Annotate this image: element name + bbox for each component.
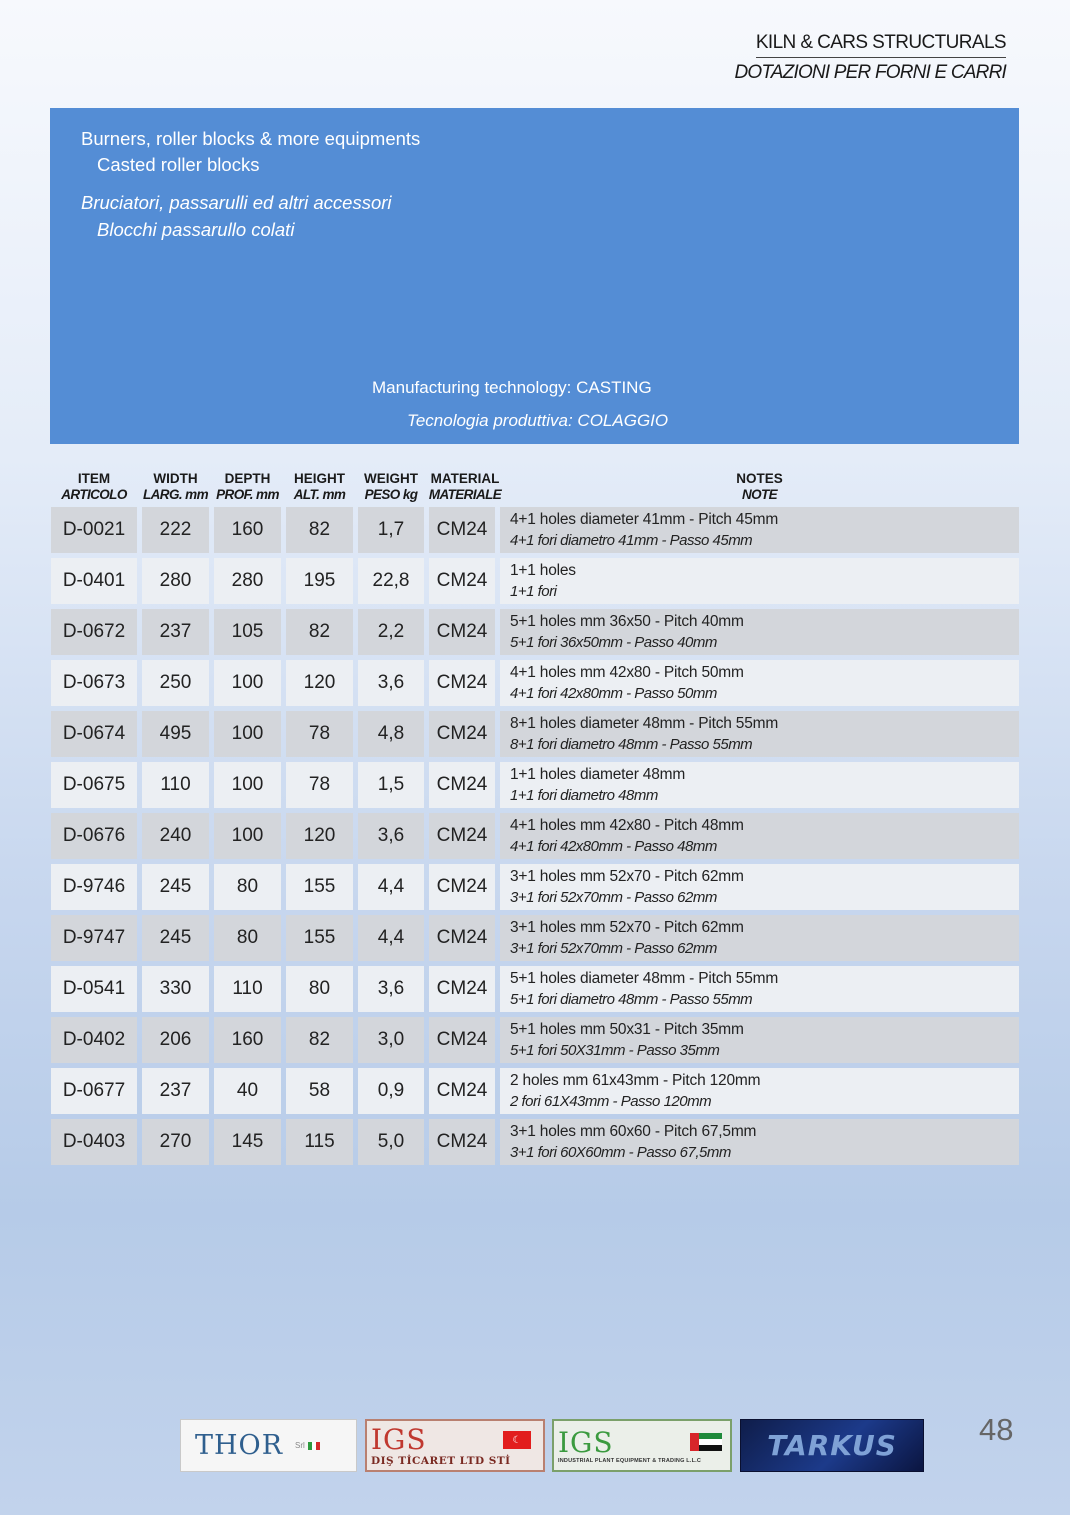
note-it: 5+1 fori 50X31mm - Passo 35mm [510, 1042, 720, 1059]
note-en: 4+1 holes mm 42x80 - Pitch 50mm [510, 664, 744, 681]
material-value: CM24 [429, 864, 495, 910]
height-value: 78 [286, 711, 353, 757]
height-value: 155 [286, 864, 353, 910]
note-it: 4+1 fori diametro 41mm - Passo 45mm [510, 532, 753, 549]
note-it: 4+1 fori 42x80mm - Passo 48mm [510, 838, 717, 855]
material-value: CM24 [429, 813, 495, 859]
material-value: CM24 [429, 711, 495, 757]
table-header [51, 471, 1019, 507]
weight-value: 4,4 [358, 864, 424, 910]
notes-cell [500, 558, 1019, 604]
notes-cell [500, 762, 1019, 808]
depth-value: 100 [214, 813, 281, 859]
table-row [51, 1119, 1019, 1170]
banner-category-en: Burners, roller blocks & more equipments [81, 128, 421, 149]
weight-value: 3,6 [358, 966, 424, 1012]
item-code: D-0403 [51, 1119, 137, 1165]
note-en: 8+1 holes diameter 48mm - Pitch 55mm [510, 715, 779, 732]
item-code: D-9747 [51, 915, 137, 961]
note-it: 5+1 fori 36x50mm - Passo 40mm [510, 634, 717, 651]
weight-value: 22,8 [358, 558, 424, 604]
item-code: D-0677 [51, 1068, 137, 1114]
note-en: 5+1 holes mm 36x50 - Pitch 40mm [510, 613, 744, 630]
weight-value: 5,0 [358, 1119, 424, 1165]
note-en: 2 holes mm 61x43mm - Pitch 120mm [510, 1072, 761, 1089]
table-row [51, 915, 1019, 966]
note-it: 8+1 fori diametro 48mm - Passo 55mm [510, 736, 753, 753]
height-value: 115 [286, 1119, 353, 1165]
uae-flag-icon [690, 1433, 722, 1451]
product-table [51, 507, 1019, 1170]
width-value: 240 [142, 813, 209, 859]
weight-value: 1,5 [358, 762, 424, 808]
width-value: 495 [142, 711, 209, 757]
weight-value: 4,8 [358, 711, 424, 757]
height-value: 78 [286, 762, 353, 808]
note-en: 1+1 holes [510, 562, 576, 579]
table-row [51, 864, 1019, 915]
height-value: 82 [286, 609, 353, 655]
notes-cell [500, 915, 1019, 961]
item-code: D-0402 [51, 1017, 137, 1063]
table-row [51, 558, 1019, 609]
depth-value: 100 [214, 660, 281, 706]
depth-value: 80 [214, 915, 281, 961]
weight-value: 2,2 [358, 609, 424, 655]
item-code: D-9746 [51, 864, 137, 910]
column-header-height: HEIGHT ALT. mm [293, 471, 346, 502]
item-code: D-0541 [51, 966, 137, 1012]
width-value: 206 [142, 1017, 209, 1063]
note-it: 1+1 fori diametro 48mm [510, 787, 658, 804]
height-value: 120 [286, 813, 353, 859]
width-value: 237 [142, 1068, 209, 1114]
note-it: 2 fori 61X43mm - Passo 120mm [510, 1093, 712, 1110]
column-header-width: WIDTH LARG. mm [143, 471, 208, 502]
weight-value: 1,7 [358, 507, 424, 553]
table-row [51, 660, 1019, 711]
banner-category-it: Bruciatori, passarulli ed altri accessori [81, 192, 392, 213]
item-code: D-0676 [51, 813, 137, 859]
table-row [51, 1068, 1019, 1119]
item-code: D-0675 [51, 762, 137, 808]
note-en: 4+1 holes mm 42x80 - Pitch 48mm [510, 817, 744, 834]
height-value: 80 [286, 966, 353, 1012]
table-row [51, 609, 1019, 660]
width-value: 250 [142, 660, 209, 706]
column-header-material: MATERIAL MATERIALE [428, 471, 502, 502]
note-it: 3+1 fori 60X60mm - Passo 67,5mm [510, 1144, 731, 1161]
note-it: 5+1 fori diametro 48mm - Passo 55mm [510, 991, 753, 1008]
width-value: 330 [142, 966, 209, 1012]
material-value: CM24 [429, 1017, 495, 1063]
width-value: 280 [142, 558, 209, 604]
banner-subcategory-en: Casted roller blocks [97, 154, 260, 175]
material-value: CM24 [429, 1068, 495, 1114]
page-number: 48 [979, 1412, 1014, 1447]
note-it: 4+1 fori 42x80mm - Passo 50mm [510, 685, 717, 702]
notes-cell [500, 660, 1019, 706]
weight-value: 3,6 [358, 660, 424, 706]
height-value: 82 [286, 507, 353, 553]
depth-value: 80 [214, 864, 281, 910]
column-header-weight: WEIGHT PESO kg [364, 471, 418, 502]
item-code: D-0674 [51, 711, 137, 757]
thor-logo: THOR Srl [180, 1419, 357, 1472]
note-it: 3+1 fori 52x70mm - Passo 62mm [510, 940, 717, 957]
depth-value: 100 [214, 711, 281, 757]
banner-technology-en: Manufacturing technology: CASTING [372, 378, 652, 397]
tarkus-logo: TARKUS [740, 1419, 924, 1472]
material-value: CM24 [429, 507, 495, 553]
width-value: 222 [142, 507, 209, 553]
weight-value: 0,9 [358, 1068, 424, 1114]
depth-value: 160 [214, 1017, 281, 1063]
notes-cell [500, 1119, 1019, 1165]
note-it: 3+1 fori 52x70mm - Passo 62mm [510, 889, 717, 906]
notes-cell [500, 966, 1019, 1012]
item-code: D-0401 [51, 558, 137, 604]
table-row [51, 762, 1019, 813]
banner-technology-it: Tecnologia produttiva: COLAGGIO [407, 411, 669, 430]
material-value: CM24 [429, 609, 495, 655]
height-value: 120 [286, 660, 353, 706]
notes-cell [500, 609, 1019, 655]
depth-value: 105 [214, 609, 281, 655]
table-row [51, 507, 1019, 558]
height-value: 155 [286, 915, 353, 961]
section-title: KILN & CARS STRUCTURALS [756, 32, 1006, 58]
material-value: CM24 [429, 915, 495, 961]
table-row [51, 966, 1019, 1017]
note-it: 1+1 fori [510, 583, 557, 600]
column-header-notes: NOTES NOTE [736, 471, 783, 502]
table-row [51, 711, 1019, 762]
item-code: D-0673 [51, 660, 137, 706]
notes-cell [500, 1068, 1019, 1114]
igs-uae-logo: IGS INDUSTRIAL PLANT EQUIPMENT & TRADING L.L.C [552, 1419, 732, 1472]
note-en: 5+1 holes diameter 48mm - Pitch 55mm [510, 970, 779, 987]
column-header-item: ITEM ARTICOLO [61, 471, 127, 502]
column-header-depth: DEPTH PROF. mm [216, 471, 279, 502]
italy-flag-icon [308, 1442, 320, 1450]
banner-subcategory-it: Blocchi passarullo colati [97, 219, 295, 240]
width-value: 245 [142, 915, 209, 961]
notes-cell [500, 507, 1019, 553]
note-en: 3+1 holes mm 52x70 - Pitch 62mm [510, 919, 744, 936]
notes-cell [500, 1017, 1019, 1063]
width-value: 237 [142, 609, 209, 655]
material-value: CM24 [429, 660, 495, 706]
width-value: 270 [142, 1119, 209, 1165]
item-code: D-0672 [51, 609, 137, 655]
depth-value: 100 [214, 762, 281, 808]
table-row [51, 813, 1019, 864]
width-value: 245 [142, 864, 209, 910]
material-value: CM24 [429, 558, 495, 604]
category-banner [50, 108, 1019, 444]
section-subtitle: DOTAZIONI PER FORNI E CARRI [734, 62, 1006, 83]
height-value: 58 [286, 1068, 353, 1114]
note-en: 4+1 holes diameter 41mm - Pitch 45mm [510, 511, 779, 528]
weight-value: 3,6 [358, 813, 424, 859]
depth-value: 145 [214, 1119, 281, 1165]
depth-value: 160 [214, 507, 281, 553]
material-value: CM24 [429, 762, 495, 808]
height-value: 82 [286, 1017, 353, 1063]
page-heading [734, 32, 1006, 84]
table-row [51, 1017, 1019, 1068]
item-code: D-0021 [51, 507, 137, 553]
weight-value: 4,4 [358, 915, 424, 961]
note-en: 1+1 holes diameter 48mm [510, 766, 686, 783]
weight-value: 3,0 [358, 1017, 424, 1063]
material-value: CM24 [429, 966, 495, 1012]
material-value: CM24 [429, 1119, 495, 1165]
width-value: 110 [142, 762, 209, 808]
depth-value: 40 [214, 1068, 281, 1114]
depth-value: 280 [214, 558, 281, 604]
height-value: 195 [286, 558, 353, 604]
note-en: 3+1 holes mm 60x60 - Pitch 67,5mm [510, 1123, 757, 1140]
notes-cell [500, 864, 1019, 910]
note-en: 3+1 holes mm 52x70 - Pitch 62mm [510, 868, 744, 885]
note-en: 5+1 holes mm 50x31 - Pitch 35mm [510, 1021, 744, 1038]
igs-turkey-logo: IGS DIŞ TİCARET LTD STİ ☾ [365, 1419, 545, 1472]
notes-cell [500, 813, 1019, 859]
turkey-flag-icon: ☾ [503, 1431, 531, 1449]
notes-cell [500, 711, 1019, 757]
depth-value: 110 [214, 966, 281, 1012]
